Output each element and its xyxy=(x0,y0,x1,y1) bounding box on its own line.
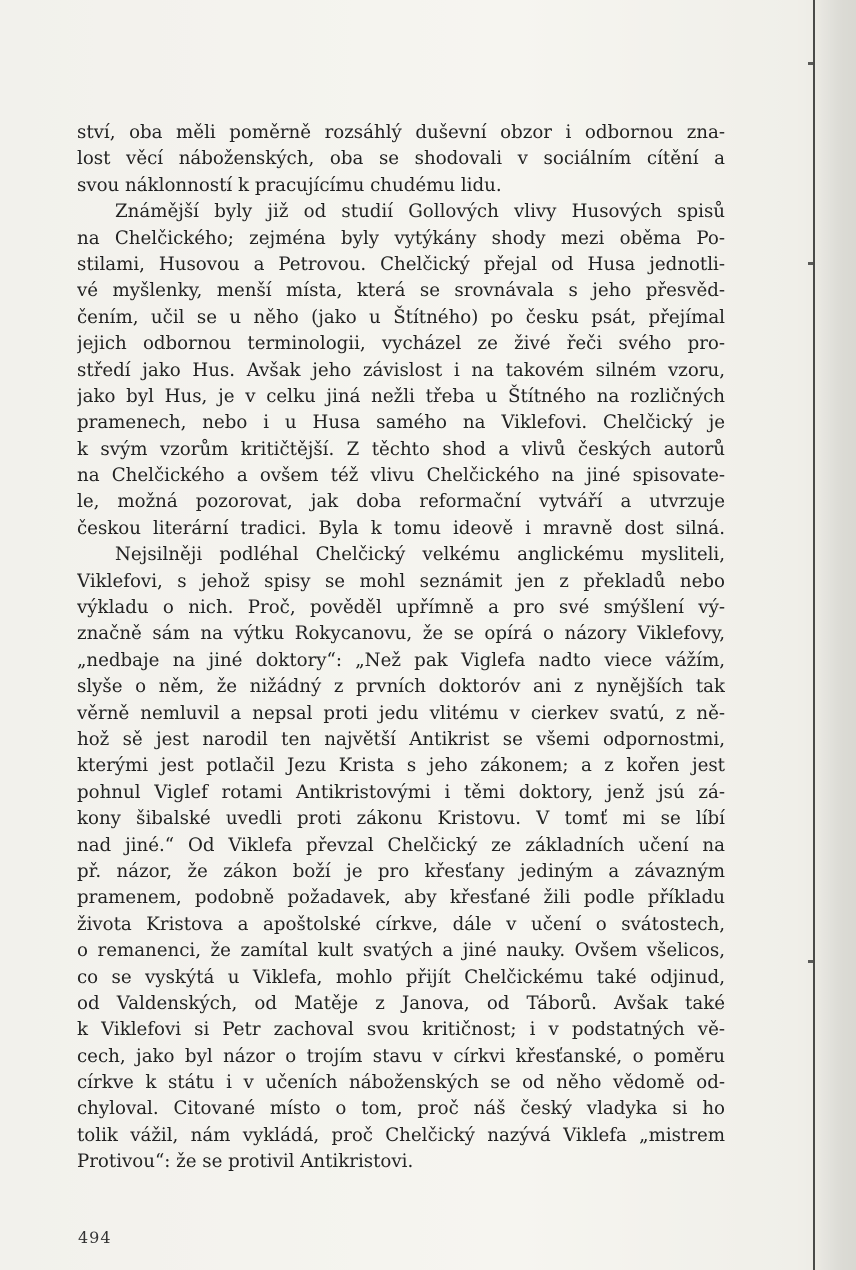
text-line: církve k státu i v učeních náboženských se od něho vědomě od- xyxy=(77,1072,725,1094)
text-line: Protivou“: že se protivil Antikristovi. xyxy=(77,1151,414,1173)
page-number: 494 xyxy=(78,1228,112,1247)
text-line: cech, jako byl názor o trojím stavu v církvi křesťanské, o poměru xyxy=(77,1045,725,1067)
paragraph-start-line: Známější byly již od studií Gollových vlivy Husových spisů xyxy=(115,201,725,223)
text-line: „nedbaje na jiné doktory“: „Než pak Viglefa nadto viece vážím, xyxy=(77,649,725,671)
text-line: českou literární tradici. Byla k tomu ideově i mravně dost silná. xyxy=(77,517,725,539)
edge-mark xyxy=(808,62,813,65)
text-line: středí jako Hus. Avšak jeho závislost i na takovém silném vzoru, xyxy=(77,359,725,381)
text-line: na Chelčického; zejména byly vytýkány shody mezi oběma Po- xyxy=(77,227,725,249)
text-line: chyloval. Citované místo o tom, proč náš český vladyka si ho xyxy=(77,1098,725,1120)
text-line: pohnul Viglef rotami Antikristovými i těmi doktory, jenž jsú zá- xyxy=(77,781,725,803)
text-line: le, možná pozorovat, jak doba reformační vytváří a utvrzuje xyxy=(77,491,725,513)
text-line: stilami, Husovou a Petrovou. Chelčický přejal od Husa jednotli- xyxy=(77,253,725,275)
text-line: k Viklefovi si Petr zachoval svou kritičnost; i v podstatných vě- xyxy=(77,1019,725,1041)
text-line: pramenech, nebo i u Husa samého na Viklefovi. Chelčický je xyxy=(77,412,725,434)
text-line: ství, oba měli poměrně rozsáhlý duševní obzor i odbornou zna- xyxy=(77,122,725,143)
edge-mark xyxy=(808,960,813,963)
text-line: značně sám na výtku Rokycanovu, že se opírá o názory Viklefovy, xyxy=(77,623,725,645)
text-line: svou náklonností k pracujícímu chudému lidu. xyxy=(77,174,502,196)
text-line: lost věcí náboženských, oba se shodovali v sociálním cítění a xyxy=(77,148,725,170)
text-line: Viklefovi, s jehož spisy se mohl seznámit jen z překladů nebo xyxy=(77,570,725,592)
edge-mark xyxy=(808,262,813,265)
text-line: jejich odbornou terminologii, vycházel ze živé řeči svého pro- xyxy=(77,333,725,355)
text-line: slyše o něm, že nižádný z prvních doktoróv ani z nynějších tak xyxy=(77,676,725,698)
text-line: života Kristova a apoštolské církve, dále v učení o svátostech, xyxy=(77,913,725,935)
text-line: k svým vzorům kritičtější. Z těchto shod a vlivů českých autorů xyxy=(77,438,725,460)
text-line: vé myšlenky, menší místa, která se srovnávala s jeho přesvěd- xyxy=(77,280,725,302)
text-line: na Chelčického a ovšem též vlivu Chelčického na jiné spisovate- xyxy=(77,465,725,487)
text-line: nad jiné.“ Od Viklefa převzal Chelčický ze základních učení na xyxy=(77,834,725,856)
text-line: př. názor, že zákon boží je pro křesťany jediným a závazným xyxy=(77,860,725,882)
text-line: čením, učil se u něho (jako u Štítného) po česku psát, přejímal xyxy=(77,306,725,328)
page-gutter-line xyxy=(813,0,815,1270)
text-line: věrně nemluvil a nepsal proti jedu vlitému v cierkev svatú, z ně- xyxy=(77,702,725,724)
text-line: kony šibalské uvedli proti zákonu Kristovu. V tomť mi se líbí xyxy=(77,808,725,830)
paragraph-start-line: Nejsilněji podléhal Chelčický velkému anglickému mysliteli, xyxy=(115,544,725,566)
text-line: tolik vážil, nám vykládá, proč Chelčický nazývá Viklefa „mistrem xyxy=(77,1124,725,1146)
page-edge-shadow xyxy=(810,0,856,1270)
text-line: pramenem, podobně požadavek, aby křesťané žili podle příkladu xyxy=(77,887,725,909)
text-line: co se vyskýtá u Viklefa, mohlo přijít Chelčickému také odjinud, xyxy=(77,966,725,988)
text-line: jako byl Hus, je v celku jiná nežli třeba u Štítného na rozličných xyxy=(77,385,725,407)
text-line: o remanenci, že zamítal kult svatých a jiné nauky. Ovšem všelicos, xyxy=(77,940,725,962)
text-line: výkladu o nich. Proč, pověděl upřímně a pro své smýšlení vý- xyxy=(77,597,725,619)
text-line: kterými jest potlačil Jezu Krista s jeho zákonem; a z kořen jest xyxy=(77,755,725,777)
text-line: hož sě jest narodil ten najvětší Antikrist se všemi odpornostmi, xyxy=(77,728,725,750)
body-text xyxy=(77,120,725,1176)
text-line: od Valdenských, od Matěje z Janova, od Táborů. Avšak také xyxy=(77,992,725,1014)
